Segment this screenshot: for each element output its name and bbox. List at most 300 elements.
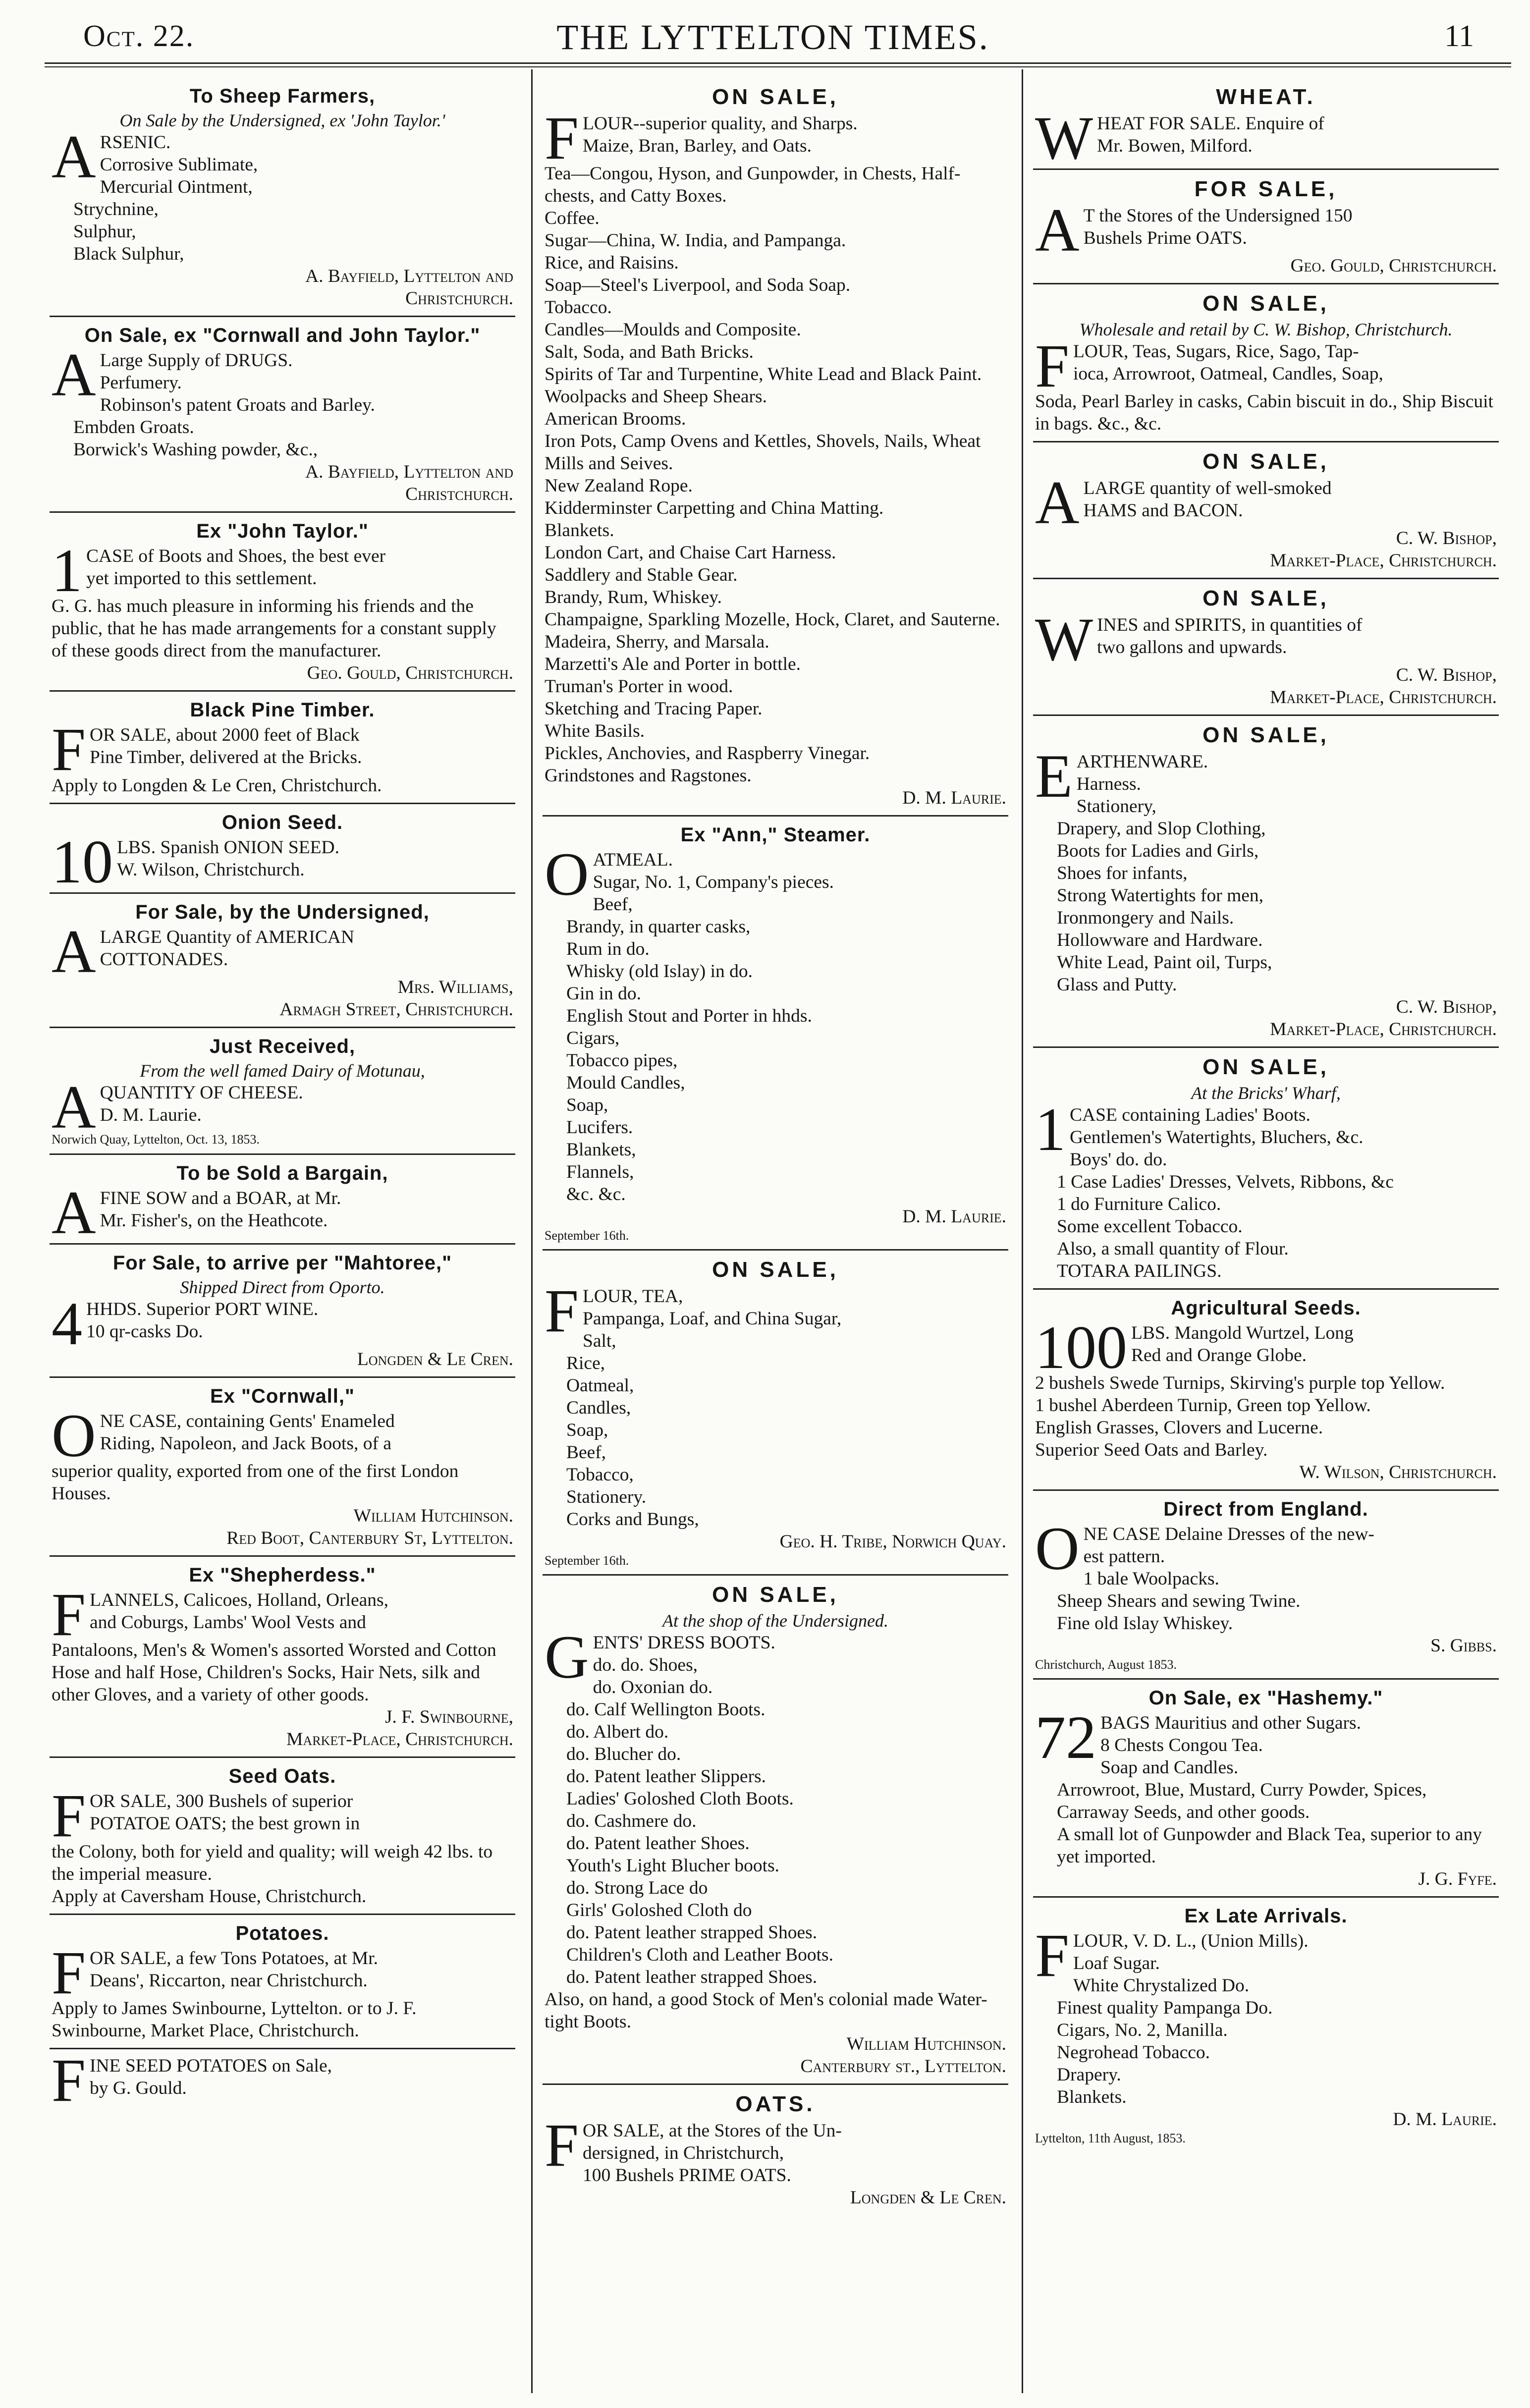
- ad-lead-block: [52, 349, 513, 461]
- drop-initial: F: [52, 1589, 86, 1640]
- column-2: [543, 82, 1008, 2393]
- ad-lead-block: [1035, 1712, 1497, 1868]
- ad-body-text: New Zealand Rope.: [545, 475, 693, 496]
- ad-line: D. M. Laurie.: [100, 1105, 202, 1126]
- ad-lead-block: [52, 1298, 513, 1348]
- ad-line: Children's Cloth and Leather Boots.: [566, 1945, 833, 1966]
- ad-signature: C. W. Bishop,: [1396, 996, 1497, 1017]
- ad-line: Rum in do.: [566, 938, 650, 959]
- ad-lead-block: [545, 2120, 1006, 2187]
- drop-initial: F: [1035, 340, 1069, 391]
- ad-heading: For Sale, to arrive per "Mahtoree,": [112, 1252, 452, 1274]
- ad-dateline: Christchurch, August 1853.: [1035, 1657, 1177, 1672]
- drop-initial: F: [1035, 1930, 1069, 1990]
- ad-line: Glass and Putty.: [1057, 974, 1177, 995]
- advertisement: [1033, 583, 1499, 716]
- ad-line: do. Albert do.: [566, 1722, 669, 1743]
- drop-initial: F: [52, 1947, 86, 1997]
- ad-heading: Ex "Shepherdess.": [189, 1564, 376, 1587]
- ad-body-text: Salt, Soda, and Bath Bricks.: [545, 341, 754, 362]
- ad-line: A small lot of Gunpowder and Black Tea, superior to any yet imported.: [1057, 1824, 1482, 1867]
- advertisement: [1033, 174, 1499, 284]
- ad-line: Whisky (old Islay) in do.: [566, 961, 753, 982]
- ad-lead-block: [52, 2055, 513, 2105]
- ad-line: Mercurial Ointment,: [100, 177, 253, 198]
- drop-initial: W: [1035, 613, 1093, 664]
- ad-body-text: Saddlery and Stable Gear.: [545, 564, 738, 585]
- ad-body-text: Blankets.: [545, 520, 614, 541]
- ad-heading: WHEAT.: [1216, 85, 1316, 109]
- drop-initial: A: [1035, 204, 1080, 255]
- ad-line: Boots for Ladies and Girls,: [1057, 840, 1259, 861]
- ad-line: Rice,: [566, 1353, 605, 1373]
- ad-line: Pampanga, Loaf, and China Sugar,: [582, 1308, 842, 1329]
- advertisement: [50, 2053, 515, 2111]
- ad-line: Blankets,: [566, 1139, 636, 1160]
- ad-signature: Armagh Street, Christchurch.: [279, 999, 513, 1020]
- ad-line: Shoes for infants,: [1057, 863, 1188, 883]
- ad-line: do. Oxonian do.: [593, 1677, 713, 1698]
- advertisement: [50, 82, 515, 317]
- ad-line: Some excellent Tobacco.: [1057, 1216, 1243, 1237]
- ad-line: Girls' Goloshed Cloth do: [566, 1900, 752, 1921]
- ad-line: 1 do Furniture Calico.: [1057, 1194, 1221, 1214]
- ad-line: Cigars, No. 2, Manilla.: [1057, 2020, 1228, 2041]
- ad-lead-block: [1035, 112, 1497, 163]
- ad-line: Boys' do. do.: [1070, 1149, 1167, 1170]
- ad-signature: W. Wilson, Christchurch.: [1299, 1462, 1497, 1483]
- ad-line: HEAT FOR SALE. Enquire of: [1097, 113, 1324, 134]
- ad-dateline: Norwich Quay, Lyttelton, Oct. 13, 1853.: [52, 1132, 260, 1147]
- ad-lead-block: [52, 1947, 513, 1997]
- drop-initial: 10: [52, 836, 113, 886]
- ad-line: est pattern.: [1083, 1546, 1165, 1567]
- ad-heading: To Sheep Farmers,: [189, 85, 376, 107]
- ad-line: RSENIC.: [100, 132, 171, 153]
- ad-line: Gin in do.: [566, 983, 642, 1004]
- drop-initial: 100: [1035, 1321, 1127, 1372]
- ad-signature: Christchurch.: [405, 484, 513, 505]
- ad-line: Soap,: [566, 1095, 608, 1115]
- ad-line: Beef,: [593, 894, 633, 915]
- column-rule: [531, 69, 533, 2393]
- advertisement: [543, 1255, 1008, 1576]
- ad-line: TOTARA PAILINGS.: [1057, 1260, 1222, 1281]
- ad-line: LOUR, Teas, Sugars, Rice, Sago, Tap-: [1073, 341, 1359, 362]
- drop-initial: 1: [1035, 1103, 1066, 1163]
- ad-line: Fine old Islay Whiskey.: [1057, 1613, 1233, 1634]
- ad-line: BAGS Mauritius and other Sugars.: [1100, 1713, 1362, 1734]
- ad-line: Large Supply of DRUGS.: [100, 350, 293, 371]
- ad-line: Maize, Bran, Barley, and Oats.: [582, 135, 812, 156]
- drop-initial: A: [52, 926, 96, 976]
- ad-signature: S. Gibbs.: [1430, 1636, 1497, 1656]
- drop-initial: 4: [52, 1298, 82, 1349]
- advertisement: [50, 898, 515, 1028]
- ad-line: Mr. Fisher's, on the Heathcote.: [100, 1210, 328, 1231]
- advertisement: [50, 1561, 515, 1758]
- ad-lead-block: [545, 1632, 1006, 1988]
- ad-line: Strong Watertights for men,: [1057, 885, 1264, 906]
- ad-heading: ON SALE,: [1202, 1054, 1329, 1079]
- ad-line: CASE of Boots and Shoes, the best ever: [86, 546, 386, 567]
- ad-lead-block: [52, 836, 513, 886]
- ad-heading: ON SALE,: [1202, 586, 1329, 611]
- ad-line: LANNELS, Calicoes, Holland, Orleans,: [89, 1590, 388, 1611]
- ad-heading: ON SALE,: [1202, 449, 1329, 474]
- ad-line: Mould Candles,: [566, 1072, 685, 1093]
- ad-heading: ON SALE,: [1202, 291, 1329, 316]
- ad-heading: To be Sold a Bargain,: [176, 1162, 388, 1184]
- ad-line: W. Wilson, Christchurch.: [117, 859, 305, 880]
- advertisement: [50, 1032, 515, 1155]
- ad-line: do. Patent leather Shoes.: [566, 1833, 750, 1854]
- ad-heading: ON SALE,: [712, 85, 839, 109]
- ad-line: NE CASE Delaine Dresses of the new-: [1083, 1524, 1374, 1545]
- ad-dateline: Lyttelton, 11th August, 1853.: [1035, 2131, 1186, 2146]
- ad-line: Beef,: [566, 1442, 606, 1463]
- ad-line: do. do. Shoes,: [593, 1655, 698, 1676]
- ad-signature: William Hutchinson.: [846, 2034, 1006, 2055]
- ad-signature: Market-Place, Christchurch.: [1270, 687, 1497, 708]
- ad-body-text: Pantaloons, Men's & Women's assorted Worsted and Cotton Hose and half Hose, Children's Socks, Hair Nets, silk and other Gloves, and a variety of other goods.: [52, 1640, 496, 1705]
- ad-body-text: Tea—Congou, Hyson, and Gunpowder, in Chests, Half-chests, and Catty Boxes.: [545, 163, 961, 206]
- ad-line: do. Patent leather strapped Shoes.: [566, 1922, 818, 1943]
- header-rule-thin: [45, 66, 1511, 67]
- advertisement: [543, 1580, 1008, 2085]
- ad-signature: D. M. Laurie.: [902, 787, 1006, 808]
- ad-line: Blankets.: [1057, 2087, 1127, 2108]
- ad-heading: Just Received,: [209, 1035, 356, 1057]
- ad-line: Harness.: [1076, 773, 1141, 794]
- ad-line: by G. Gould.: [89, 2078, 187, 2098]
- ad-line: Pine Timber, delivered at the Bricks.: [89, 747, 362, 768]
- advertisement: [543, 2089, 1008, 2215]
- ad-body-text: Iron Pots, Camp Ovens and Kettles, Shovels, Nails, Wheat Mills and Seives.: [545, 431, 981, 474]
- ad-subheading: On Sale by the Undersigned, ex 'John Taylor.': [119, 110, 445, 130]
- ad-line: Drapery.: [1057, 2065, 1121, 2085]
- ad-body-text: American Brooms.: [545, 408, 686, 429]
- ad-body-text: Madeira, Sherry, and Marsala.: [545, 631, 769, 652]
- advertisement: [50, 1919, 515, 2049]
- ad-lead-block: [1035, 1523, 1497, 1635]
- ad-line: OR SALE, about 2000 feet of Black: [89, 725, 360, 746]
- ad-signature: Canterbury st., Lyttelton.: [800, 2056, 1006, 2077]
- ad-line: Oatmeal,: [566, 1375, 634, 1396]
- column-1: [50, 82, 515, 2393]
- ad-lead-block: [545, 112, 1006, 163]
- page-header: [45, 15, 1501, 62]
- ad-line: Embden Groats.: [73, 417, 194, 438]
- ad-line: English Stout and Porter in hhds.: [566, 1005, 812, 1026]
- ad-signature: C. W. Bishop,: [1396, 528, 1497, 549]
- ad-line: Ironmongery and Nails.: [1057, 907, 1234, 928]
- ad-signature: J. F. Swinbourne,: [384, 1707, 513, 1728]
- ad-heading: FOR SALE,: [1194, 176, 1338, 201]
- ad-lead-block: [1035, 477, 1497, 527]
- ad-signature: William Hutchinson.: [353, 1506, 513, 1527]
- ad-line: ioca, Arrowroot, Oatmeal, Candles, Soap,: [1073, 363, 1383, 384]
- ad-signature: Mrs. Williams,: [397, 977, 513, 997]
- ad-lead-block: [52, 724, 513, 774]
- ad-heading: Potatoes.: [235, 1922, 329, 1944]
- ad-line: LBS. Spanish ONION SEED.: [117, 837, 339, 858]
- ad-line: Negrohead Tobacco.: [1057, 2042, 1210, 2063]
- drop-initial: O: [545, 848, 589, 908]
- ad-line: Mr. Bowen, Milford.: [1097, 135, 1253, 156]
- ad-line: Soap,: [566, 1420, 608, 1440]
- advertisement: [50, 1762, 515, 1915]
- ad-body-text: English Grasses, Clovers and Lucerne.: [1035, 1418, 1323, 1438]
- ad-line: CASE containing Ladies' Boots.: [1070, 1104, 1311, 1125]
- ad-line: INES and SPIRITS, in quantities of: [1097, 614, 1363, 635]
- advertisement: [1033, 1684, 1499, 1898]
- ad-lead-block: [1035, 1930, 1497, 2108]
- ad-line: POTATOE OATS; the best grown in: [89, 1813, 360, 1834]
- ad-heading: For Sale, by the Undersigned,: [135, 901, 430, 923]
- ad-heading: On Sale, ex "Hashemy.": [1148, 1687, 1383, 1709]
- ad-heading: ON SALE,: [712, 1583, 839, 1607]
- ad-line: Stationery.: [566, 1486, 647, 1507]
- ad-body-text: Tobacco.: [545, 297, 612, 318]
- advertisement: [1033, 82, 1499, 170]
- ad-line: Youth's Light Blucher boots.: [566, 1856, 780, 1876]
- ad-body-text: Sketching and Tracing Paper.: [545, 698, 763, 719]
- ad-signature: A. Bayfield, Lyttelton and: [305, 462, 513, 483]
- ad-line: do. Patent leather strapped Shoes.: [566, 1967, 818, 1988]
- ad-body-text: Soap—Steel's Liverpool, and Soda Soap.: [545, 274, 851, 295]
- ad-line: LOUR, V. D. L., (Union Mills).: [1073, 1931, 1309, 1952]
- ad-body-text: the Colony, both for yield and quality; will weigh 42 lbs. to the imperial measure.: [52, 1841, 493, 1884]
- ad-heading: Onion Seed.: [221, 811, 343, 833]
- ad-lead-block: [1035, 1104, 1497, 1282]
- ad-heading: Direct from England.: [1163, 1498, 1368, 1521]
- ad-signature: J. G. Fyfe.: [1418, 1869, 1497, 1890]
- ad-line: Riding, Napoleon, and Jack Boots, of a: [100, 1433, 392, 1454]
- ad-line: NE CASE, containing Gents' Enameled: [100, 1411, 395, 1432]
- ad-line: Deans', Riccarton, near Christchurch.: [89, 1970, 368, 1991]
- ad-signature: Longden & Le Cren.: [357, 1349, 513, 1370]
- ad-line: Sugar, No. 1, Company's pieces.: [593, 872, 834, 892]
- drop-initial: A: [1035, 477, 1080, 528]
- ad-line: LARGE quantity of well-smoked: [1083, 478, 1332, 498]
- ad-body-text: Sugar—China, W. India, and Pampanga.: [545, 230, 846, 251]
- ad-line: 1 bale Woolpacks.: [1083, 1569, 1219, 1589]
- ad-line: ARTHENWARE.: [1076, 751, 1208, 772]
- ad-heading: Seed Oats.: [228, 1765, 336, 1788]
- ad-lead-block: [1035, 751, 1497, 996]
- ad-line: Ladies' Goloshed Cloth Boots.: [566, 1789, 794, 1809]
- ad-line: Gentlemen's Watertights, Bluchers, &c.: [1070, 1127, 1364, 1148]
- ad-line: LOUR, TEA,: [582, 1286, 683, 1307]
- ad-body-text: Brandy, Rum, Whiskey.: [545, 587, 722, 607]
- drop-initial: A: [52, 131, 96, 191]
- ad-signature: Market-Place, Christchurch.: [1270, 550, 1497, 571]
- advertisement: [1033, 1052, 1499, 1290]
- advertisement: [50, 1159, 515, 1245]
- ad-body-text: Soda, Pearl Barley in casks, Cabin biscuit in do., Ship Biscuit in bags. &c., &c.: [1035, 391, 1493, 435]
- ad-line: ENTS' DRESS BOOTS.: [593, 1633, 775, 1653]
- ad-line: Corrosive Sublimate,: [100, 155, 258, 175]
- ad-line: 10 qr-casks Do.: [86, 1321, 203, 1342]
- ad-line: 100 Bushels PRIME OATS.: [582, 2165, 791, 2186]
- ad-body-text: Rice, and Raisins.: [545, 252, 679, 273]
- ad-signature: D. M. Laurie.: [902, 1206, 1006, 1227]
- ad-heading: Agricultural Seeds.: [1171, 1297, 1361, 1319]
- advertisement: [1033, 1495, 1499, 1680]
- advertisement: [50, 517, 515, 692]
- ad-line: T the Stores of the Undersigned 150: [1083, 205, 1353, 226]
- ad-dateline: September 16th.: [545, 1553, 629, 1568]
- ad-subheading: At the Bricks' Wharf,: [1191, 1083, 1341, 1103]
- ad-body-text: Truman's Porter in wood.: [545, 676, 733, 697]
- ad-line: and Coburgs, Lambs' Wool Vests and: [89, 1612, 366, 1633]
- ad-lead-block: [52, 1187, 513, 1237]
- ad-line: Stationery,: [1076, 796, 1156, 817]
- ad-dateline: September 16th.: [545, 1228, 629, 1243]
- ad-body-text: Woolpacks and Sheep Shears.: [545, 386, 767, 407]
- ad-lead-block: [52, 545, 513, 595]
- ad-heading: Black Pine Timber.: [190, 699, 375, 721]
- ad-signature: Market-Place, Christchurch.: [286, 1729, 513, 1750]
- ad-line: Perfumery.: [100, 373, 182, 393]
- ad-signature: Longden & Le Cren.: [850, 2187, 1006, 2208]
- ad-body-text: White Basils.: [545, 720, 645, 741]
- ad-line: do. Calf Wellington Boots.: [566, 1699, 765, 1720]
- ad-signature: Red Boot, Canterbury St, Lyttelton.: [226, 1528, 513, 1549]
- ad-line: Salt,: [582, 1330, 616, 1351]
- drop-initial: O: [52, 1410, 96, 1461]
- ad-body-text: Apply to James Swinbourne, Lyttelton. or to J. F. Swinbourne, Market Place, Christchurch.: [52, 1998, 417, 2041]
- ad-line: Cigars,: [566, 1028, 620, 1048]
- ad-body-text: Superior Seed Oats and Barley.: [1035, 1440, 1268, 1461]
- ad-line: White Chrystalized Do.: [1073, 1975, 1250, 1996]
- ad-heading: ON SALE,: [712, 1258, 839, 1282]
- advertisement: [50, 696, 515, 804]
- ad-line: Black Sulphur,: [73, 244, 184, 265]
- advertisement: [50, 1249, 515, 1378]
- ad-lead-block: [545, 849, 1006, 1205]
- drop-initial: W: [1035, 112, 1093, 163]
- advertisement: [50, 321, 515, 513]
- ad-lead-block: [1035, 340, 1497, 390]
- ad-line: ATMEAL.: [593, 849, 673, 870]
- ad-body-text: Marzetti's Ale and Porter in bottle.: [545, 654, 801, 674]
- ad-line: LOUR--superior quality, and Sharps.: [582, 113, 858, 134]
- column-3: [1033, 82, 1499, 2393]
- ad-line: do. Strong Lace do: [566, 1878, 708, 1899]
- advertisement: [1033, 1294, 1499, 1491]
- ad-heading: Ex "Cornwall,": [210, 1385, 355, 1408]
- ad-line: 8 Chests Congou Tea.: [1100, 1735, 1263, 1756]
- ad-line: Loaf Sugar.: [1073, 1953, 1160, 1974]
- ad-line: Sheep Shears and sewing Twine.: [1057, 1591, 1301, 1612]
- ad-lead-block: [52, 1790, 513, 1840]
- ad-heading: Ex "John Taylor.": [196, 520, 369, 543]
- ad-line: Flannels,: [566, 1161, 634, 1182]
- drop-initial: E: [1035, 750, 1073, 810]
- drop-initial: G: [545, 1632, 589, 1692]
- ad-line: Strychnine,: [73, 199, 159, 220]
- ad-signature: Geo. H. Tribe, Norwich Quay.: [779, 1531, 1006, 1552]
- ad-line: Candles,: [566, 1397, 631, 1418]
- ad-subheading: From the well famed Dairy of Motunau,: [140, 1060, 425, 1081]
- ad-heading: Ex "Ann," Steamer.: [680, 823, 871, 846]
- ad-lead-block: [1035, 614, 1497, 664]
- ad-body-text: Apply at Caversham House, Christchurch.: [52, 1886, 367, 1907]
- ad-line: Corks and Bungs,: [566, 1509, 699, 1530]
- ad-subheading: At the shop of the Undersigned.: [662, 1610, 888, 1631]
- ad-body-text: Grindstones and Ragstones.: [545, 765, 752, 786]
- ad-lead-block: [545, 1285, 1006, 1531]
- ad-heading: OATS.: [735, 2092, 816, 2117]
- column-rule: [1022, 69, 1023, 2393]
- ad-lead-block: [1035, 1322, 1497, 1372]
- ad-body-text: 2 bushels Swede Turnips, Skirving's purple top Yellow.: [1035, 1373, 1445, 1394]
- ad-line: HAMS and BACON.: [1083, 500, 1243, 521]
- ad-body-text: G. G. has much pleasure in informing his friends and the public, that he has made arrangements for a constant supply of these goods direct from the manufacturer.: [52, 596, 496, 661]
- advertisement: [50, 808, 515, 894]
- ad-body-text: London Cart, and Chaise Cart Harness.: [545, 542, 836, 563]
- ad-line: 1 Case Ladies' Dresses, Velvets, Ribbons, &c: [1057, 1171, 1394, 1192]
- ad-line: do. Cashmere do.: [566, 1811, 697, 1832]
- newspaper-title: THE LYTTELTON TIMES.: [556, 17, 989, 57]
- ad-line: Brandy, in quarter casks,: [566, 916, 751, 937]
- ad-body-text: Candles—Moulds and Composite.: [545, 319, 801, 340]
- ad-line: LBS. Mangold Wurtzel, Long: [1131, 1322, 1354, 1343]
- ad-line: QUANTITY OF CHEESE.: [100, 1083, 303, 1103]
- issue-date: Oct. 22.: [83, 19, 195, 53]
- drop-initial: F: [52, 724, 86, 774]
- ad-lead-block: [52, 926, 513, 976]
- ad-heading: Ex Late Arrivals.: [1184, 1905, 1348, 1927]
- ad-line: Borwick's Washing powder, &c.,: [73, 439, 318, 460]
- ad-line: Tobacco pipes,: [566, 1050, 678, 1071]
- advertisement: [1033, 1902, 1499, 2152]
- ad-line: Red and Orange Globe.: [1131, 1345, 1307, 1366]
- ad-line: OR SALE, at the Stores of the Un-: [582, 2120, 842, 2141]
- ad-line: OR SALE, a few Tons Potatoes, at Mr.: [89, 1948, 379, 1969]
- ad-body-text: Kidderminster Carpetting and China Matting.: [545, 497, 884, 518]
- ad-line: FINE SOW and a BOAR, at Mr.: [100, 1188, 341, 1208]
- ad-line: Sulphur,: [73, 221, 136, 242]
- ad-subheading: Wholesale and retail by C. W. Bishop, Christchurch.: [1079, 319, 1453, 339]
- ad-body-text: Also, on hand, a good Stock of Men's colonial made Water-tight Boots.: [545, 1989, 987, 2032]
- ad-lead-block: [52, 131, 513, 265]
- ad-line: Arrowroot, Blue, Mustard, Curry Powder, Spices, Carraway Seeds, and other goods.: [1057, 1780, 1427, 1823]
- ad-body-text: Coffee.: [545, 208, 600, 228]
- ad-line: OR SALE, 300 Bushels of superior: [89, 1791, 353, 1812]
- ad-signature: D. M. Laurie.: [1393, 2109, 1497, 2130]
- ad-line: White Lead, Paint oil, Turps,: [1057, 952, 1272, 973]
- ad-line: Soap and Candles.: [1100, 1757, 1239, 1778]
- advertisement: [543, 82, 1008, 817]
- ad-lead-block: [52, 1410, 513, 1460]
- ad-line: COTTONADES.: [100, 949, 228, 970]
- header-rule: [45, 62, 1511, 64]
- ad-lead-block: [1035, 205, 1497, 255]
- drop-initial: O: [1035, 1523, 1080, 1583]
- ad-heading: ON SALE,: [1202, 723, 1329, 748]
- drop-initial: A: [52, 349, 96, 409]
- ad-body-text: Spirits of Tar and Turpentine, White Lead and Black Paint.: [545, 364, 982, 384]
- ad-line: Tobacco,: [566, 1464, 634, 1485]
- ad-subheading: Shipped Direct from Oporto.: [180, 1277, 385, 1297]
- ad-signature: Christchurch.: [405, 288, 513, 309]
- drop-initial: F: [52, 2054, 86, 2105]
- drop-initial: A: [52, 1082, 96, 1132]
- page-number: 11: [1444, 19, 1474, 53]
